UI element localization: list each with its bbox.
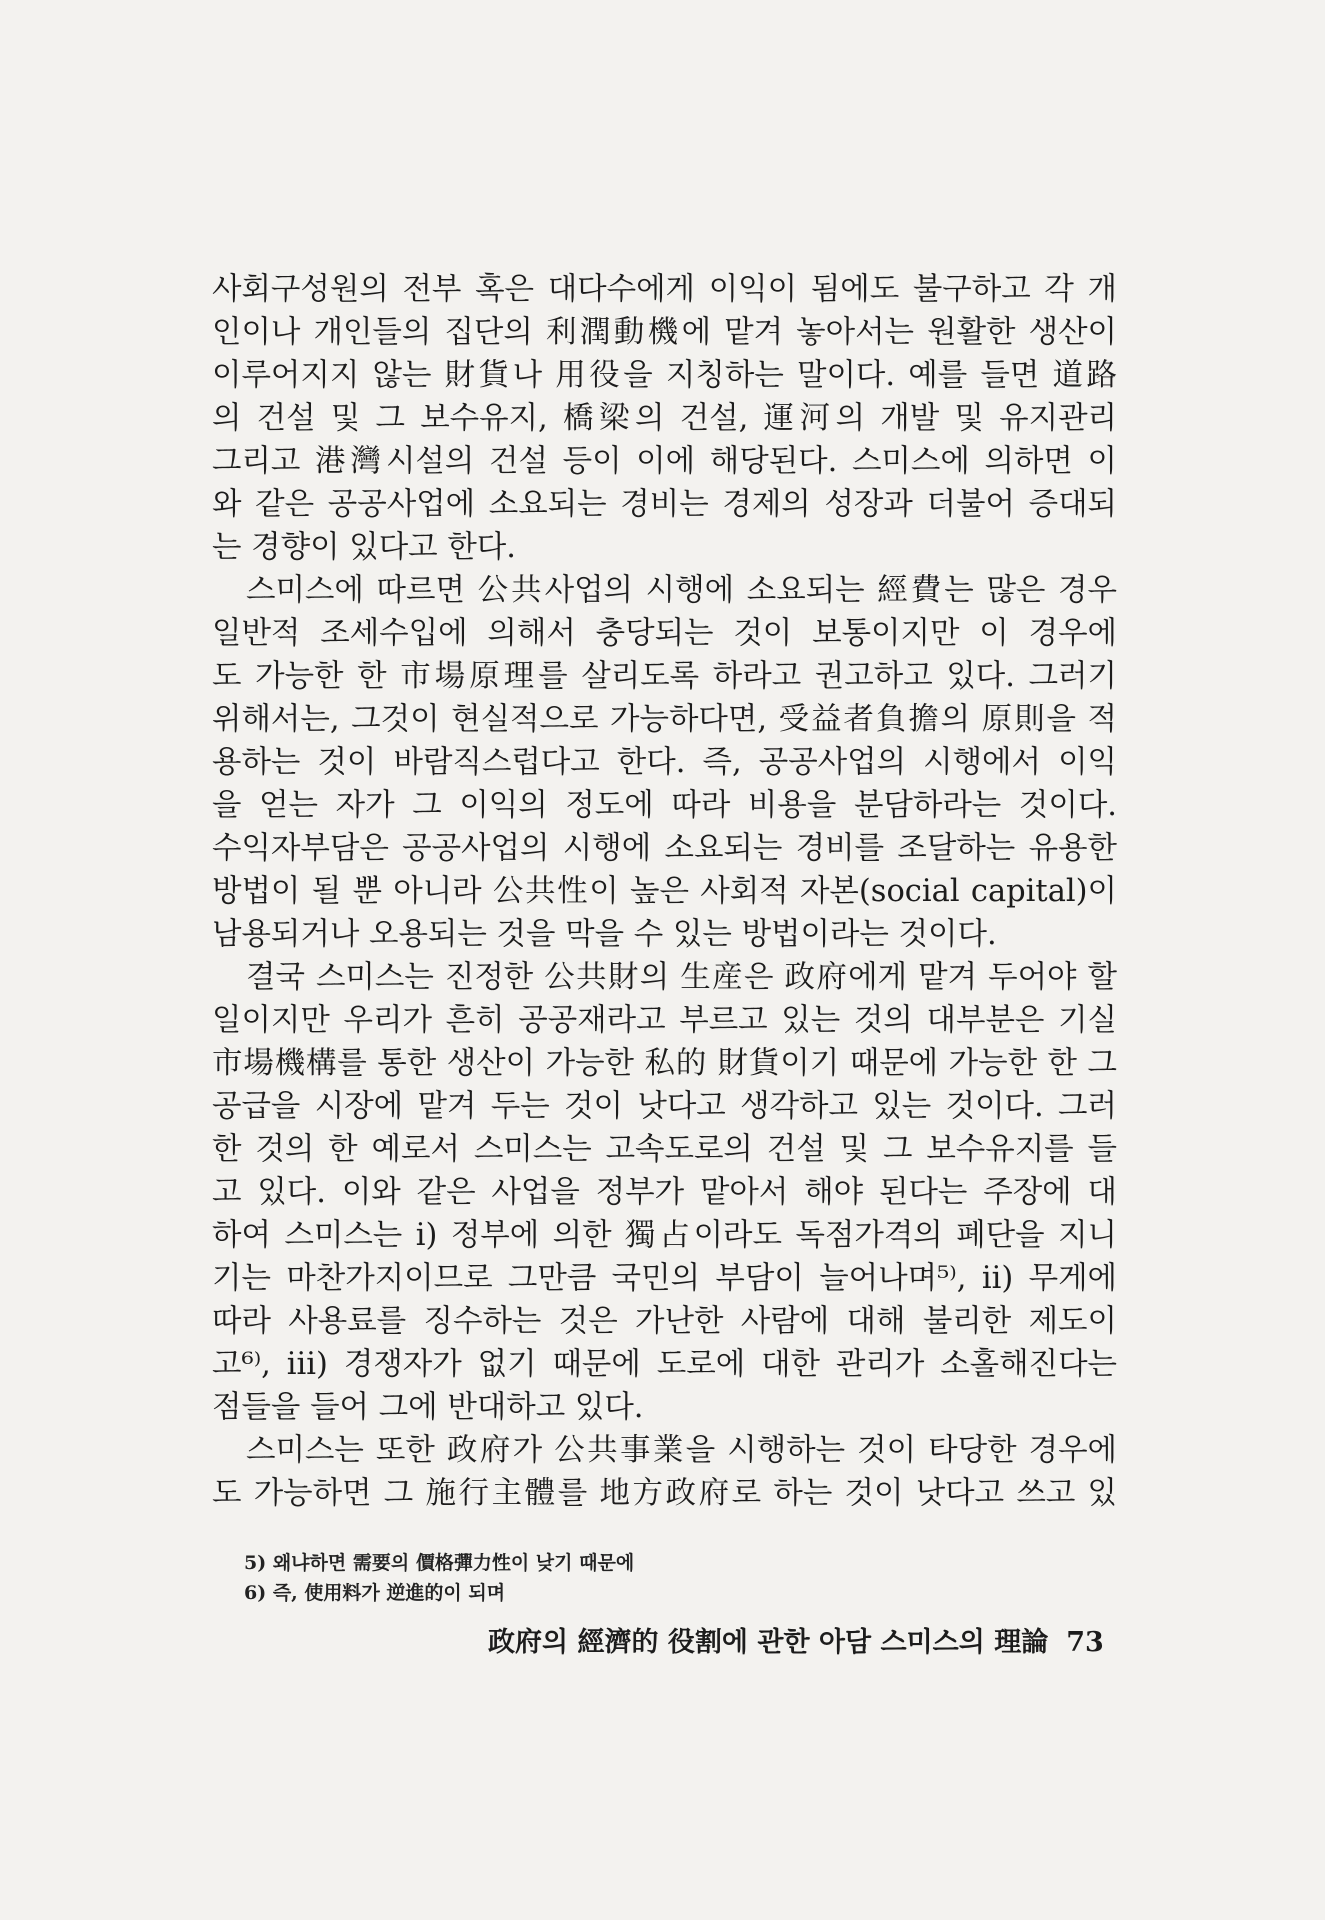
text-line: 의 건설 및 그 보수유지, 橋梁의 건설, 運河의 개발 및 유지관리 xyxy=(212,401,1117,436)
page-number: 73 xyxy=(1066,1627,1104,1658)
text-line: 는 경향이 있다고 한다. xyxy=(212,530,516,565)
text-line: 와 같은 공공사업에 소요되는 경비는 경제의 성장과 더불어 증대되 xyxy=(212,487,1117,522)
text-line: 결국 스미스는 진정한 公共財의 生産은 政府에게 맡겨 두어야 할 xyxy=(246,960,1117,995)
text-line: 일이지만 우리가 흔히 공공재라고 부르고 있는 것의 대부분은 기실 xyxy=(212,1003,1117,1038)
text-line: 용하는 것이 바람직스럽다고 한다. 즉, 공공사업의 시행에서 이익 xyxy=(212,745,1117,780)
text-line: 이루어지지 않는 財貨나 用役을 지칭하는 말이다. 예를 들면 道路 xyxy=(212,358,1117,393)
text-line: 사회구성원의 전부 혹은 대다수에게 이익이 됨에도 불구하고 각 개 xyxy=(212,272,1117,307)
text-line: 점들을 들어 그에 반대하고 있다. xyxy=(212,1390,644,1425)
text-line: 수익자부담은 공공사업의 시행에 소요되는 경비를 조달하는 유용한 xyxy=(212,831,1117,866)
text-line: 위해서는, 그것이 현실적으로 가능하다면, 受益者負擔의 原則을 적 xyxy=(212,702,1117,737)
text-line: 한 것의 한 예로서 스미스는 고속도로의 건설 및 그 보수유지를 들 xyxy=(212,1132,1117,1167)
text-line: 하여 스미스는 i) 정부에 의한 獨占이라도 독점가격의 폐단을 지니 xyxy=(212,1218,1117,1253)
text-line: 일반적 조세수입에 의해서 충당되는 것이 보통이지만 이 경우에 xyxy=(212,616,1117,651)
text-line: 방법이 될 뿐 아니라 公共性이 높은 사회적 자본(social capital)이 xyxy=(212,874,1117,909)
text-line: 市場機構를 통한 생산이 가능한 私的 財貨이기 때문에 가능한 한 그 xyxy=(212,1046,1117,1081)
text-line: 인이나 개인들의 집단의 利潤動機에 맡겨 놓아서는 원활한 생산이 xyxy=(212,315,1117,350)
text-line: 도 가능한 한 市場原理를 살리도록 하라고 권고하고 있다. 그러기 xyxy=(212,659,1117,694)
text-line: 스미스는 또한 政府가 公共事業을 시행하는 것이 타당한 경우에 xyxy=(246,1433,1117,1468)
footnote-5: 5) 왜냐하면 需要의 價格彈力性이 낮기 때문에 xyxy=(244,1552,635,1574)
text-line: 남용되거나 오용되는 것을 막을 수 있는 방법이라는 것이다. xyxy=(212,917,997,952)
footnote-6: 6) 즉, 使用料가 逆進的이 되며 xyxy=(244,1582,506,1604)
footnotes xyxy=(244,1548,634,1608)
running-footer-title: 政府의 經濟的 役割에 관한 아담 스미스의 理論 xyxy=(488,1627,1049,1658)
text-line: 따라 사용료를 징수하는 것은 가난한 사람에 대해 불리한 제도이 xyxy=(212,1304,1117,1339)
text-line: 고⁶⁾, iii) 경쟁자가 없기 때문에 도로에 대한 관리가 소홀해진다는 xyxy=(212,1347,1117,1382)
text-line: 기는 마찬가지이므로 그만큼 국민의 부담이 늘어나며⁵⁾, ii) 무게에 xyxy=(212,1261,1117,1296)
text-line: 공급을 시장에 맡겨 두는 것이 낫다고 생각하고 있는 것이다. 그러 xyxy=(212,1089,1117,1124)
text-line: 고 있다. 이와 같은 사업을 정부가 맡아서 해야 된다는 주장에 대 xyxy=(212,1175,1117,1210)
text-line: 을 얻는 자가 그 이익의 정도에 따라 비용을 분담하라는 것이다. xyxy=(212,788,1117,823)
text-line: 스미스에 따르면 公共사업의 시행에 소요되는 經費는 많은 경우 xyxy=(246,573,1117,608)
main-text-block xyxy=(212,268,1117,1515)
running-footer xyxy=(488,1620,1104,1659)
text-line: 그리고 港灣시설의 건설 등이 이에 해당된다. 스미스에 의하면 이 xyxy=(212,444,1117,479)
text-line: 도 가능하면 그 施行主體를 地方政府로 하는 것이 낫다고 쓰고 있 xyxy=(212,1476,1117,1511)
